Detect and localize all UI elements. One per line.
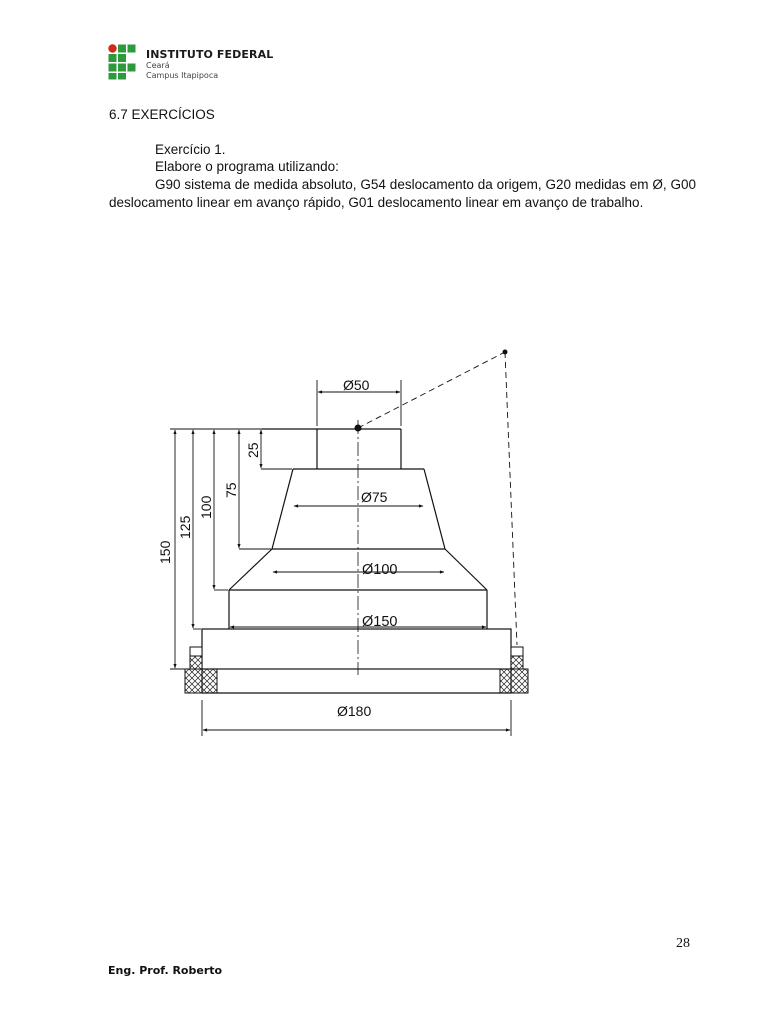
dim-d50-label: Ø50: [343, 377, 370, 393]
part-outline: [202, 429, 511, 693]
dim-d180-label: Ø180: [337, 703, 372, 719]
exercise-title: Exercício 1.: [155, 142, 226, 157]
section-heading: 6.7 EXERCÍCIOS: [109, 107, 215, 122]
dim-h150-label: 150: [157, 540, 173, 564]
exercise-instruction: Elabore o programa utilizando:: [155, 159, 339, 174]
page-number: 28: [676, 936, 690, 951]
footer-author: Eng. Prof. Roberto: [108, 964, 223, 977]
dim-h25-label: 25: [245, 442, 261, 458]
exercise-description: G90 sistema de medida absoluto, G54 deslocamento da origem, G20 medidas em Ø, G00 deslocamento linear em avanço rápido, G01 deslocamento linear em avanço de trabalho.: [109, 177, 696, 210]
dim-d150-label: Ø150: [362, 614, 398, 630]
dim-h125-label: 125: [177, 515, 193, 539]
tool-start-point-icon: [503, 350, 508, 355]
dim-h100-label: 100: [198, 495, 214, 519]
dim-h75-label: 75: [223, 482, 239, 498]
dim-d100-label: Ø100: [362, 562, 398, 578]
dim-d75-label: Ø75: [361, 489, 388, 505]
logo-title: INSTITUTO FEDERAL: [146, 48, 274, 61]
diameter-dimensions: [202, 380, 511, 736]
logo-campus: Campus Itapipoca: [146, 71, 219, 80]
logo-state: Ceará: [146, 61, 170, 70]
program-origin-icon: [355, 425, 362, 432]
chuck-jaws: [185, 647, 528, 693]
